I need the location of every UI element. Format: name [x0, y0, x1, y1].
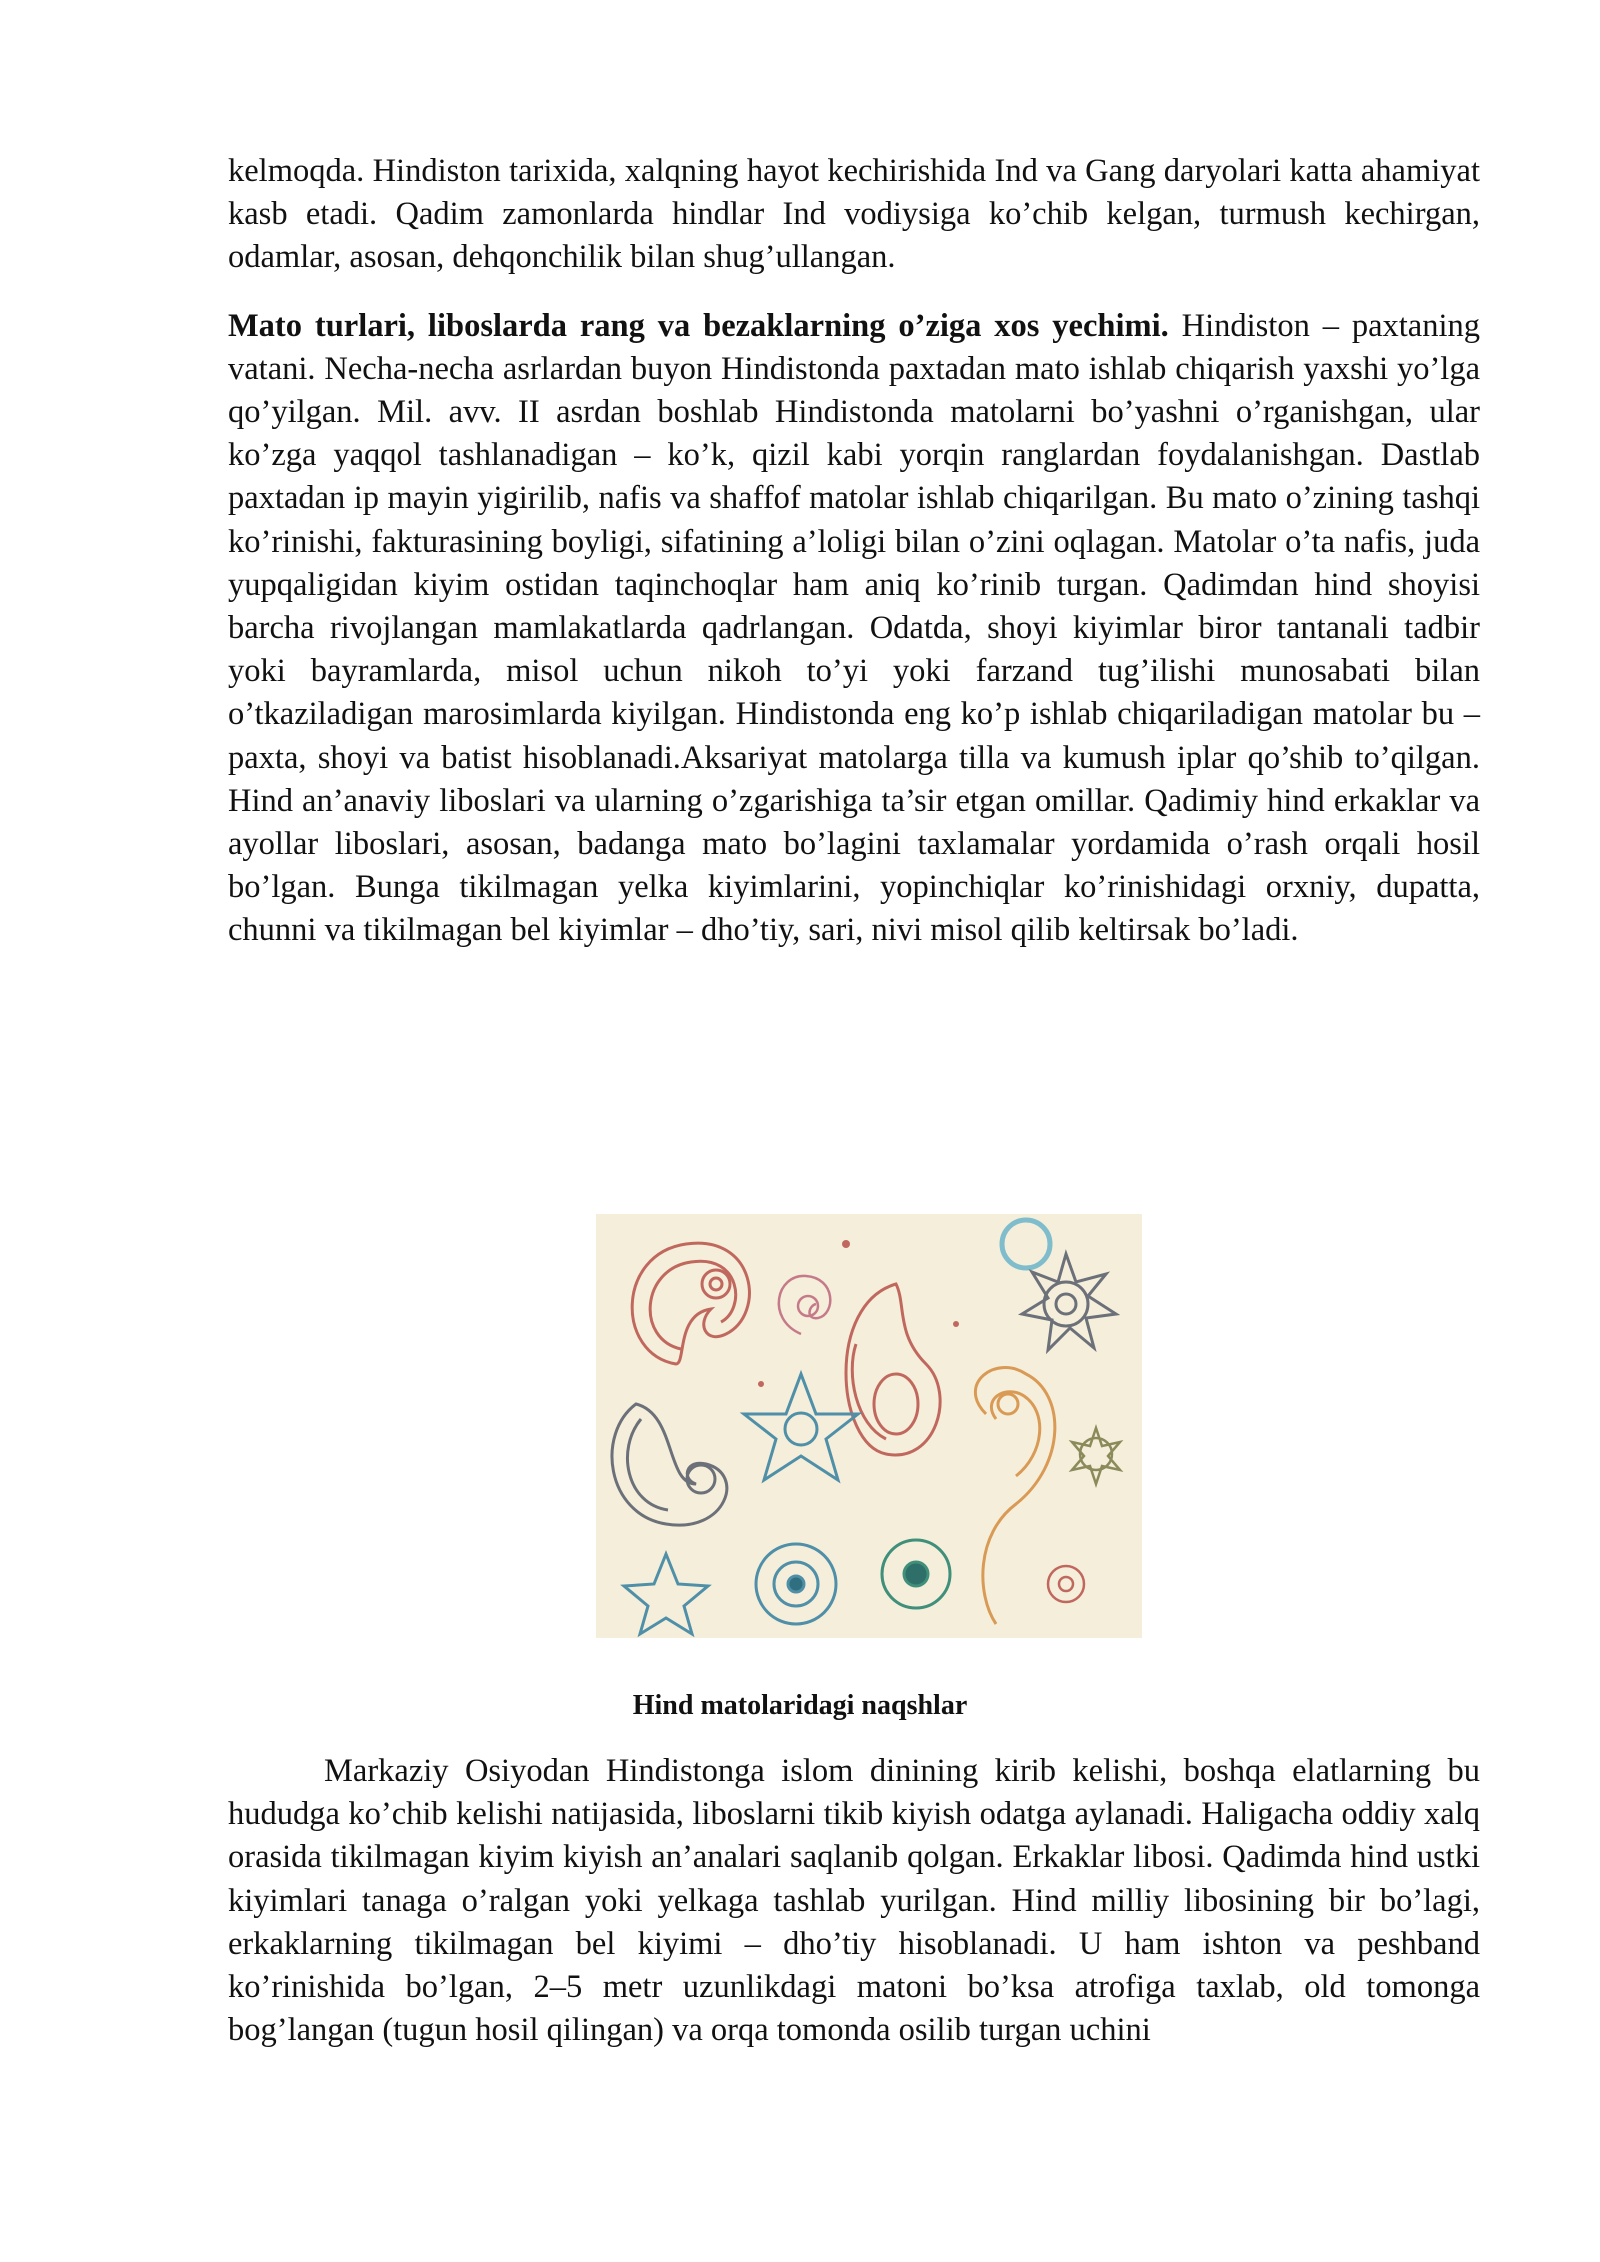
- paisley-patterns-image: [596, 1214, 1142, 1638]
- paragraph-1: kelmoqda. Hindiston tarixida, xalqning hayot kechirishida Ind va Gang daryolari katta ahamiyat kasb etadi. Qadim zamonlarda hindlar Ind vodiysiga ko’chib kelgan, turmush kechirgan, odamlar, asosan, dehqonchilik bilan shug’ullangan.: [228, 153, 1480, 276]
- figure-caption: Hind matolaridagi naqshlar: [632, 1690, 968, 1721]
- paragraph-2-body: Hindiston – paxtaning vatani. Necha-necha asrlardan buyon Hindistonda paxtadan mato ishlab chiqarish yaxshi yo’lga qo’yilgan. Mil. avv. II asrdan boshlab Hindistonda matolarni bo’yashni o’rganishgan, ular ko’zga yaqqol tashlanadigan – ko’k, qizil kabi yorqin ranglardan foydalanishgan. Dastlab paxtadan ip mayin yigirilib, nafis va shaffof matolar ishlab chiqarilgan. Bu mato o’zining tashqi ko’rinishi, fakturasining boyligi, sifatining a’loligi bilan o’zini oqlagan. Matolar o’ta nafis, juda yupqaligidan kiyim ostidan taqinchoqlar ham aniq ko’rinib turgan. Qadimdan hind shoyisi barcha rivojlangan mamlakatlarda qadrlangan. Odatda, shoyi kiyimlar biror tantanali tadbir yoki bayramlarda, misol uchun nikoh to’yi yoki farzand tug’ilishi munosabati bilan o’tkaziladigan marosimlarda kiyilgan. Hindistonda eng ko’p ishlab chiqariladigan matolar bu – paxta, shoyi va batist hisoblanadi.Aksariyat matolarga tilla va kumush iplar qo’shib to’qilgan. Hind an’anaviy liboslari va ularning o’zgarishiga ta’sir etgan omillar. Qadimiy hind erkaklar va ayollar liboslari, asosan, badanga mato bo’lagini taxlamalar yordamida o’rash orqali hosil bo’lgan. Bunga tikilmagan yelka kiyimlarini, yopinchiqlar ko’rinishidagi orxniy, dupatta, chunni va tikilmagan bel kiyimlar – dho’tiy, sari, nivi misol qilib keltirsak bo’ladi.: [228, 307, 1480, 949]
- paragraph-3: Markaziy Osiyodan Hindistonga islom dinining kirib kelishi, boshqa elatlarning bu hududga ko’chib kelishi natijasida, liboslarni tikib kiyish odatga aylanadi. Haligacha oddiy xalq orasida tikilmagan kiyim kiyish an’analari saqlanib qolgan. Erkaklar libosi. Qadimda hind ustki kiyimlari tanaga o’ralgan yoki yelkaga tashlab yurilgan. Hind milliy libosining bir bo’lagi, erkaklarning tikilmagan bel kiyimi – dho’tiy hisoblanadi. U ham ishton va peshband ko’rinishida bo’lgan, 2–5 metr uzunlikdagi matoni bo’ksa atrofiga taxlab, old tomonga bog’langan (tugun hosil qilingan) va orqa tomonda osilib turgan uchini: [228, 1753, 1480, 2049]
- page-body-continued: [228, 1750, 1480, 2052]
- page-body: [228, 150, 1480, 953]
- section-heading: Mato turlari, liboslarda rang va bezaklarning o’ziga xos yechimi.: [228, 307, 1169, 344]
- paragraph-2: [228, 305, 1480, 953]
